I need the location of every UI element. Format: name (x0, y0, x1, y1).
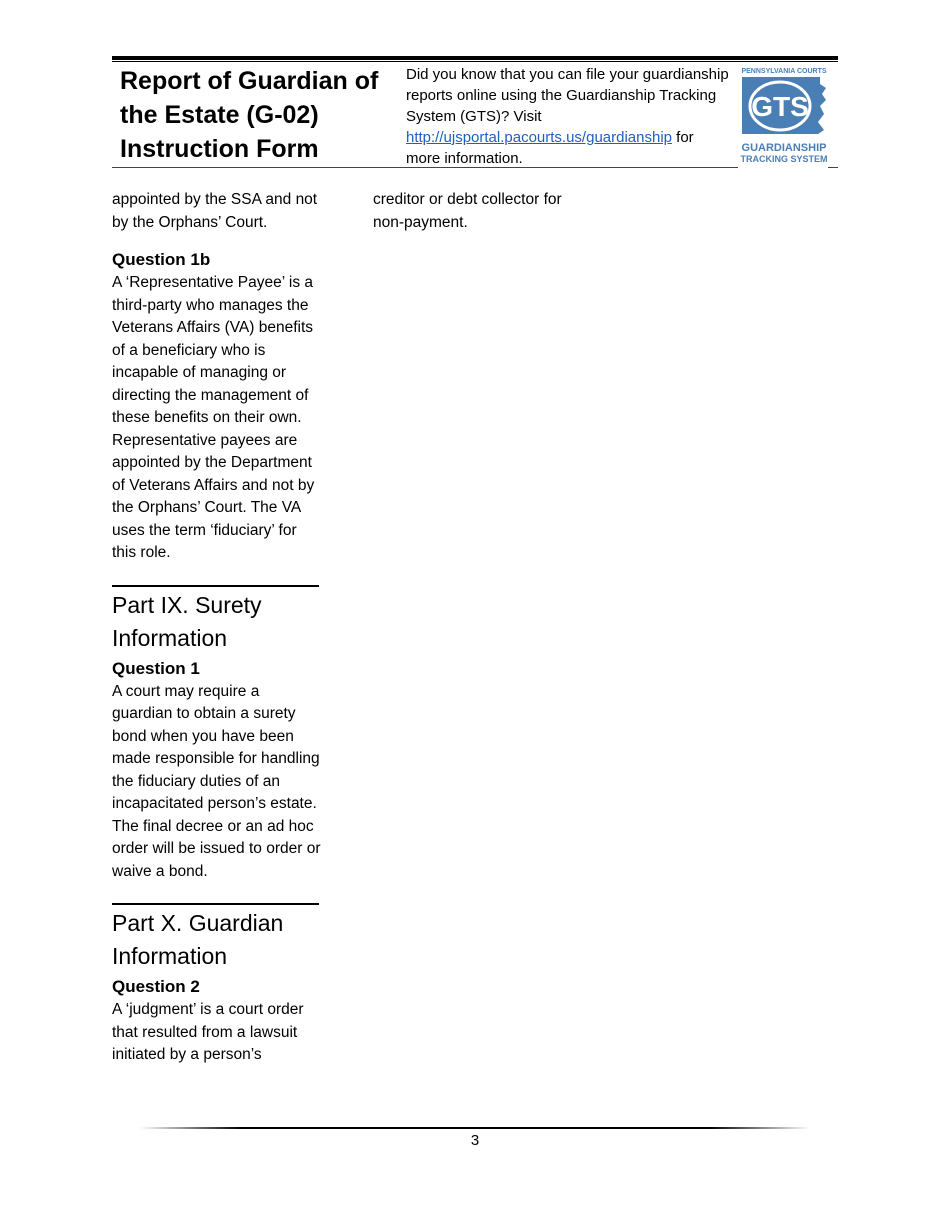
logo-line-1: GUARDIANSHIP (741, 142, 827, 154)
header-rule-top-thin (112, 61, 838, 62)
part-ix-divider (112, 585, 319, 587)
part-ix-question-1-body: A court may require a guardian to obtain a surety bond when you have been made responsible for handling the fiduciary duties of an incapacitated person’s estate. The final decree or an ad hoc order will be issued to order or waive a bond. (112, 682, 321, 880)
header-rule-bottom-tail (828, 167, 838, 168)
header-rule-top (112, 56, 838, 60)
guardianship-portal-link[interactable]: http://ujsportal.pacourts.us/guardianship (406, 129, 672, 146)
part-x-divider (112, 903, 319, 905)
gts-notice-tail: for more information. (406, 129, 694, 167)
gts-notice-text: Did you know that you can file your guardianship reports online using the Guardianship Tracking System (GTS)? Visit (406, 66, 729, 125)
logo-line-2: TRACKING SYSTEM (740, 154, 828, 164)
header-rule-bottom (112, 167, 738, 168)
gts-notice (406, 64, 731, 169)
left-intro-text: appointed by the SSA and not by the Orphans’ Court. (112, 191, 318, 231)
logo-mark: GTS (751, 91, 809, 122)
page-number: 3 (470, 1132, 480, 1149)
part-ix-question-1-heading: Question 1 (112, 658, 200, 678)
left-column (112, 189, 322, 1067)
question-1b-body: A ‘Representative Payee’ is a third-party who manages the Veterans Affairs (VA) benefits of a beneficiary who is incapable of managing or directing the management of these benefits on their own. Representative payees are appointed by the Department of Veterans Affairs and not by the Orphans’ Court. The VA uses the term ‘fiduciary’ for this role. (112, 274, 315, 561)
logo-top-text: PENNSYLVANIA COURTS (741, 68, 827, 75)
part-x-heading: Part X. Guardian Information (112, 910, 284, 969)
part-x-question-2-heading: Question 2 (112, 977, 200, 996)
right-continuation-text: creditor or debt collector for non-payment. (373, 191, 562, 231)
page-title: Report of Guardian of the Estate (G-02) Instruction Form (120, 67, 379, 163)
part-ix-heading: Part IX. Surety Information (112, 591, 262, 651)
question-1b-heading: Question 1b (112, 250, 211, 269)
footer-divider (140, 1127, 810, 1129)
right-column (373, 189, 593, 234)
part-x-question-2-body: A ‘judgment’ is a court order that resulted from a lawsuit initiated by a person’s (112, 1001, 304, 1063)
gts-logo (740, 66, 828, 166)
